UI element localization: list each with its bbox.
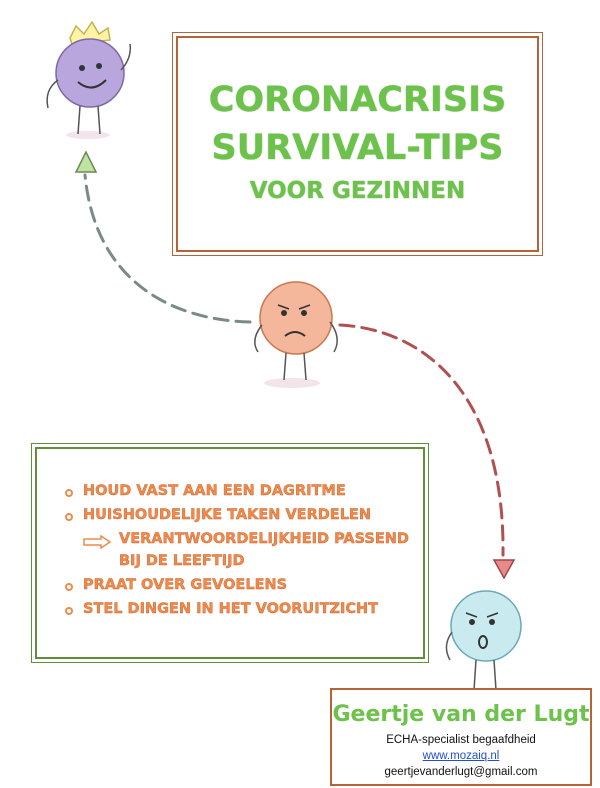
arrow-right-icon bbox=[83, 535, 111, 549]
title-line-1: CORONACRISIS bbox=[208, 80, 507, 120]
top-character bbox=[47, 22, 130, 139]
title-line-2: SURVIVAL-TIPS bbox=[211, 128, 504, 168]
author-box bbox=[330, 688, 592, 786]
title-line-3: VOOR GEZINNEN bbox=[249, 178, 466, 204]
tip-1: HOUD VAST AAN EEN DAGRITME bbox=[83, 483, 346, 499]
tips-box bbox=[35, 447, 425, 659]
tip-2: HUISHOUDELIJKE TAKEN VERDELEN bbox=[83, 507, 371, 523]
website-link[interactable]: www.mozaiq.nl bbox=[422, 750, 500, 762]
middle-character bbox=[255, 282, 337, 388]
tip-4: STEL DINGEN IN HET VOORUITZICHT bbox=[83, 601, 379, 617]
author-email: geertjevanderlugt@gmail.com bbox=[384, 766, 538, 778]
bullet-icon bbox=[65, 489, 73, 497]
bullet-icon bbox=[65, 607, 73, 615]
author-role: ECHA-specialist begaafdheid bbox=[386, 734, 536, 746]
tip-2-sub-line-1: VERANTWOORDELIJKHEID PASSEND bbox=[119, 531, 409, 547]
bullet-icon bbox=[65, 513, 73, 521]
tip-2-sub-line-2: BIJ DE LEEFTIJD bbox=[119, 553, 245, 569]
bottom-character bbox=[446, 591, 521, 690]
arrow-down-icon bbox=[494, 560, 514, 578]
author-name: Geertje van der Lugt bbox=[332, 702, 590, 727]
bullet-icon bbox=[65, 583, 73, 591]
title-box bbox=[176, 36, 539, 252]
tip-3: PRAAT OVER GEVOELENS bbox=[83, 577, 288, 593]
arrow-up-icon bbox=[76, 152, 96, 172]
